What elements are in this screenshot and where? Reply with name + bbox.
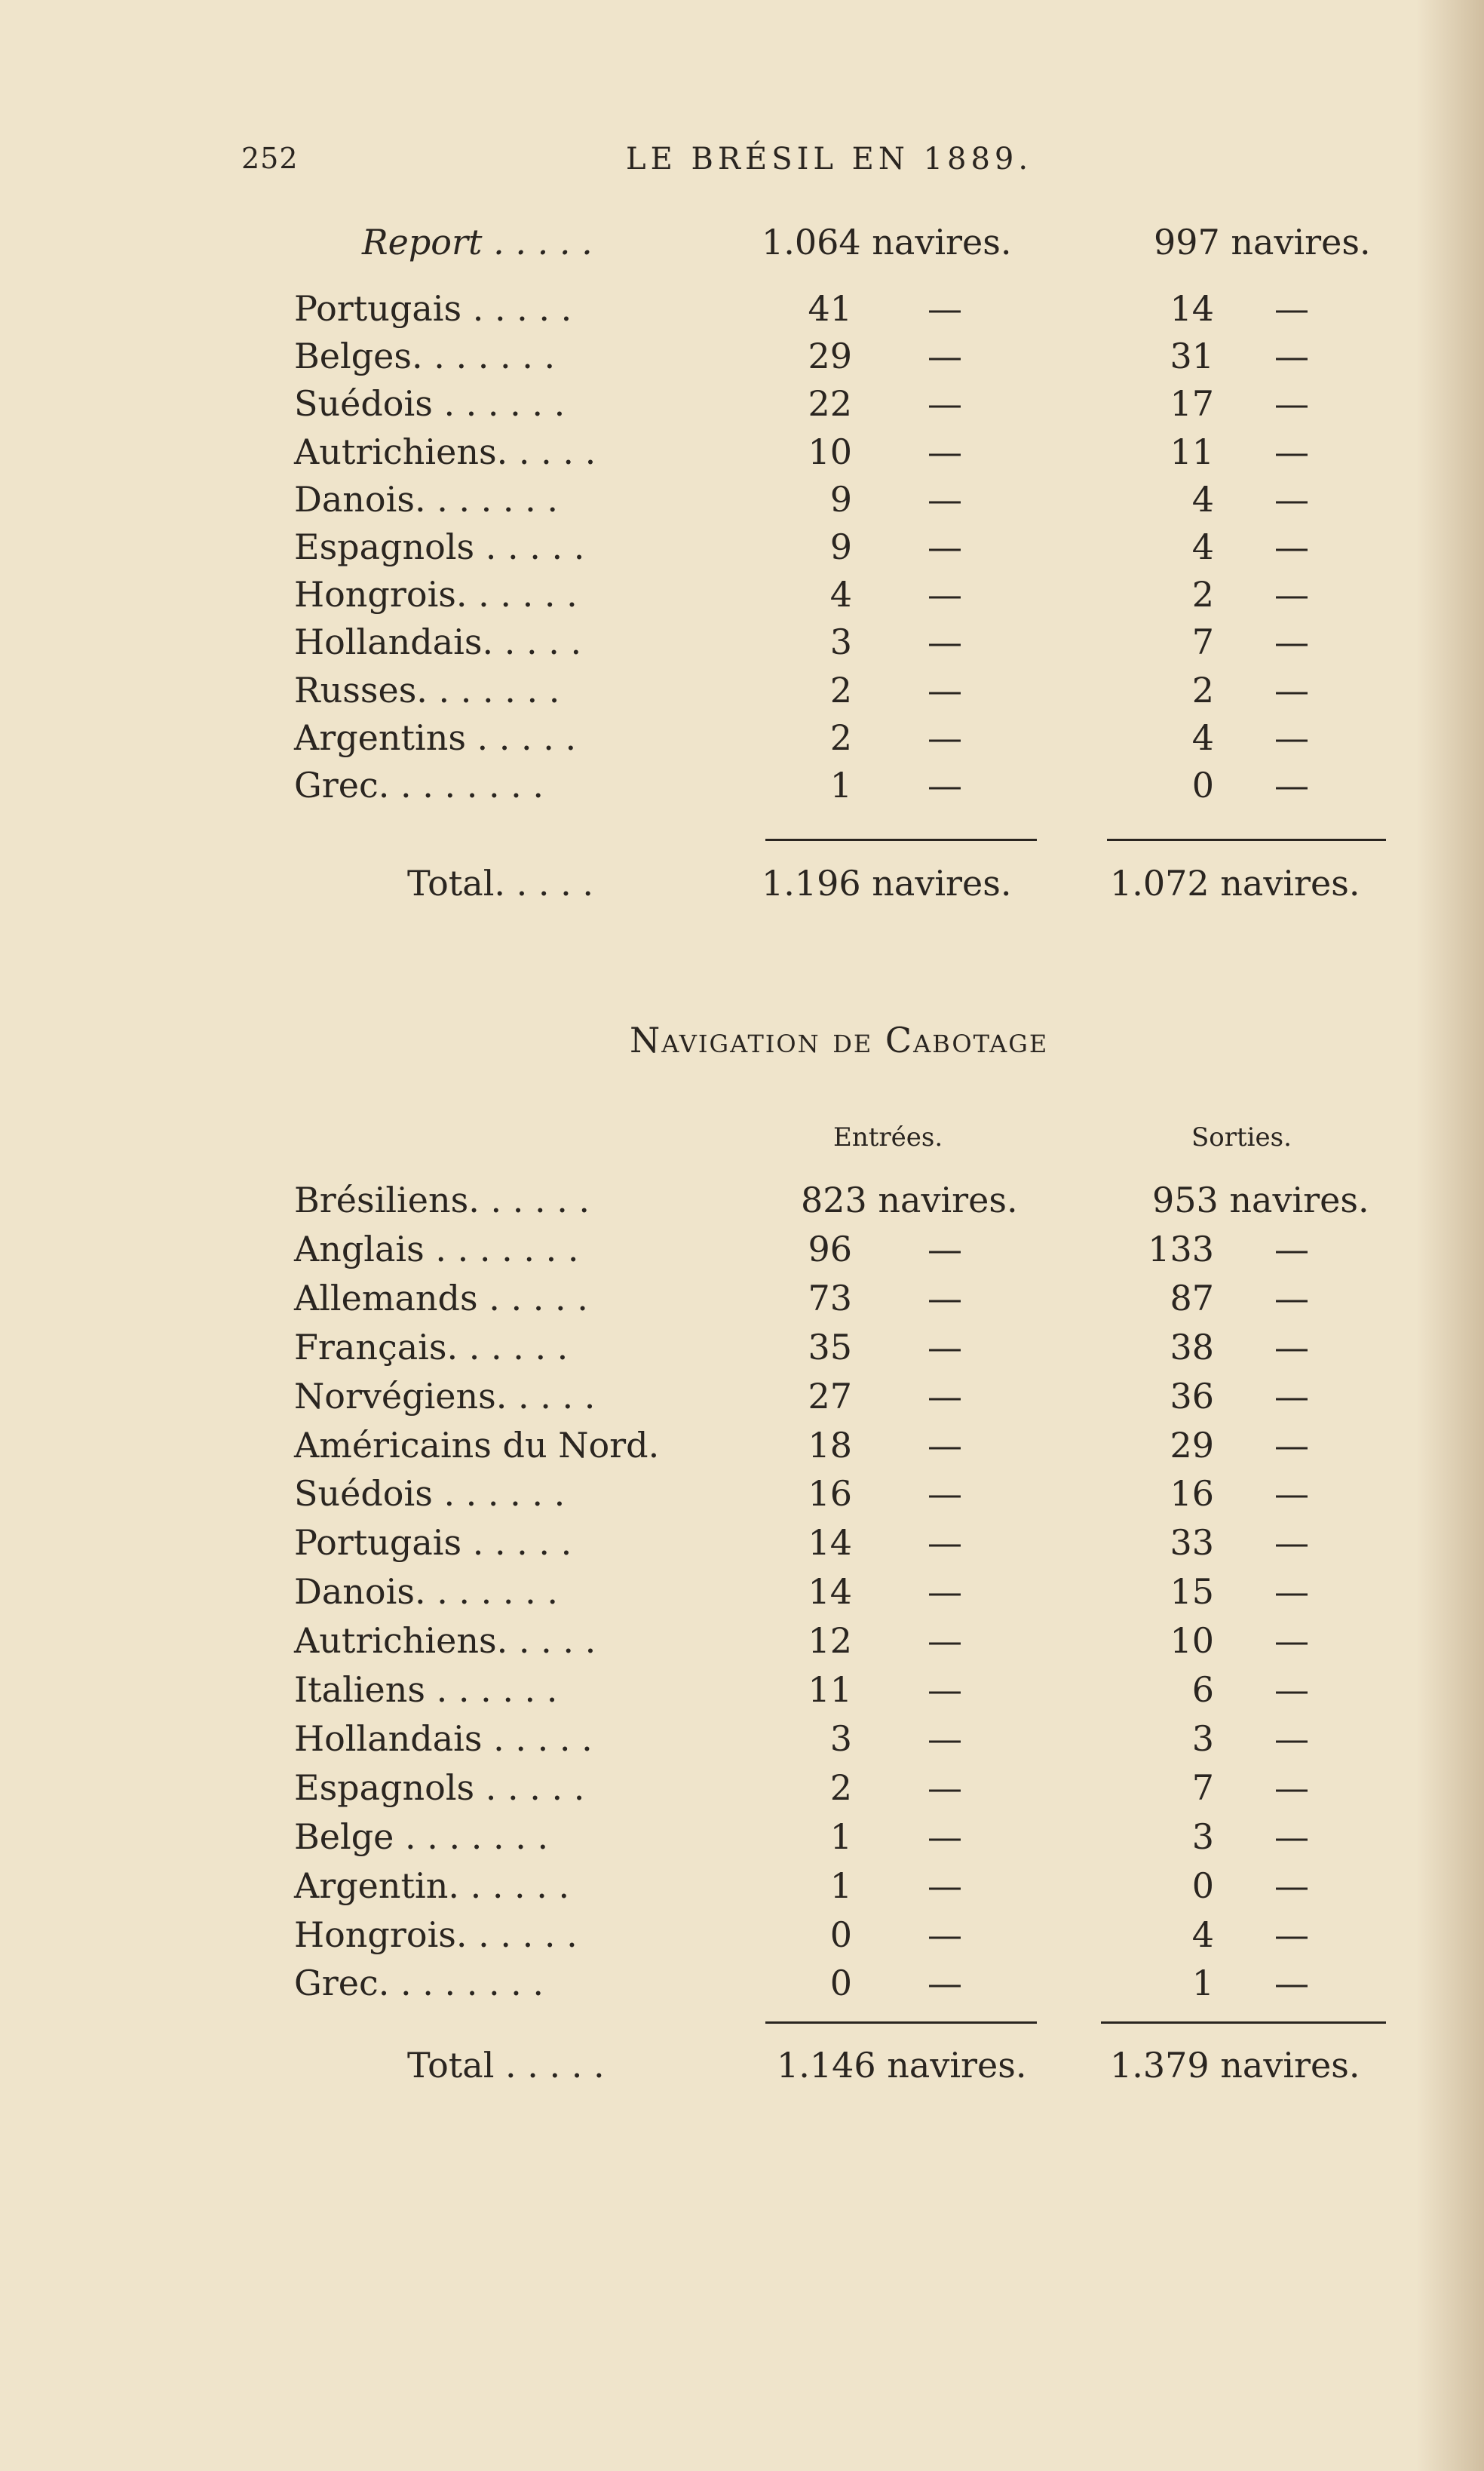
- total-row-1: [294, 860, 1387, 907]
- cabotage-row-value-1: 3: [829, 1717, 852, 1759]
- cabotage-row-dash-1: —: [928, 1571, 962, 1613]
- table1-row-label: Grec. . . . . . . .: [294, 765, 544, 806]
- cabotage-row: [294, 1470, 1387, 1517]
- cabotage-row-value-2: 36: [1170, 1375, 1214, 1417]
- cabotage-row: [294, 1617, 1387, 1664]
- cabotage-row-dash-1: —: [928, 1767, 962, 1808]
- cabotage-row: [294, 1226, 1387, 1272]
- table1-row-dash-1: —: [928, 765, 962, 806]
- table1-row-value-1: 41: [808, 288, 852, 329]
- table1-row-value-1: 9: [829, 526, 852, 567]
- table1-row-value-1: 4: [829, 574, 852, 615]
- total-rule-1b: [1107, 839, 1386, 841]
- total-label-1: Total. . . . .: [407, 863, 594, 904]
- cabotage-row: [294, 1373, 1387, 1420]
- table1-row-value-1: 1: [829, 765, 852, 806]
- cabotage-row-dash-2: —: [1274, 1424, 1309, 1466]
- cabotage-row-value-1: 1: [829, 1865, 852, 1906]
- cabotage-row-dash-2: —: [1274, 1326, 1309, 1367]
- table1-row-dash-1: —: [928, 478, 962, 520]
- table1-row-label: Russes. . . . . . .: [294, 669, 560, 711]
- table1-row-dash-1: —: [928, 431, 962, 472]
- cabotage-row-dash-2: —: [1274, 1963, 1309, 2004]
- table1-row-value-2: 7: [1191, 622, 1214, 663]
- cabotage-row-value-1: 12: [808, 1620, 852, 1662]
- report-row: [294, 219, 1387, 266]
- cabotage-row-value-2: 0: [1191, 1865, 1214, 1906]
- cabotage-row: [294, 1764, 1387, 1811]
- cabotage-row: [294, 1177, 1387, 1223]
- cabotage-row-label: Norvégiens. . . . .: [294, 1375, 596, 1417]
- table1-row-label: Danois. . . . . . .: [294, 478, 559, 520]
- table1-row-value-2: 2: [1191, 574, 1214, 615]
- total-rule-2a: [765, 2021, 1037, 2024]
- cabotage-row-value-2: 3: [1191, 1717, 1214, 1759]
- cabotage-row-dash-1: —: [928, 1375, 962, 1417]
- table1-row-dash-2: —: [1274, 622, 1309, 663]
- cabotage-row-dash-2: —: [1274, 1228, 1309, 1269]
- cabotage-row-value-1: 1: [829, 1816, 852, 1857]
- table1-row-label: Hollandais. . . . .: [294, 622, 582, 663]
- table1-row-dash-2: —: [1274, 288, 1309, 329]
- running-title: LE BRÉSIL EN 1889.: [626, 142, 1033, 176]
- table1-row-value-1: 3: [829, 622, 852, 663]
- table1-row-value-2: 4: [1191, 717, 1214, 758]
- cabotage-row: [294, 1715, 1387, 1762]
- table1-row-dash-2: —: [1274, 383, 1309, 425]
- cabotage-row-dash-1: —: [928, 1620, 962, 1662]
- cabotage-row-label: Américains du Nord.: [294, 1424, 660, 1466]
- table1-row: [294, 285, 1387, 332]
- cabotage-row-label: Portugais . . . . .: [294, 1522, 572, 1564]
- table1-row-value-2: 2: [1191, 669, 1214, 711]
- column-header-entrees: Entrées.: [833, 1122, 943, 1153]
- table1-row: [294, 571, 1387, 618]
- table1-row-dash-1: —: [928, 288, 962, 329]
- cabotage-row-dash-2: —: [1274, 1620, 1309, 1662]
- total-row-2: [294, 2042, 1387, 2089]
- cabotage-row-dash-2: —: [1274, 1717, 1309, 1759]
- table1-row-dash-1: —: [928, 383, 962, 425]
- table1-row-value-1: 29: [808, 336, 852, 377]
- total-rule-2b: [1101, 2021, 1386, 2024]
- cabotage-row: [294, 1666, 1387, 1713]
- total-value-2b: 1.379 navires.: [1110, 2045, 1360, 2086]
- table1-row-value-1: 9: [829, 478, 852, 520]
- table1-row-dash-1: —: [928, 622, 962, 663]
- cabotage-row: [294, 1568, 1387, 1615]
- table1-row-value-2: 0: [1191, 765, 1214, 806]
- cabotage-row-value-1: 73: [808, 1277, 852, 1318]
- cabotage-row-label: Espagnols . . . . .: [294, 1767, 585, 1808]
- cabotage-row-dash-1: —: [928, 1522, 962, 1564]
- cabotage-row-label: Italiens . . . . . .: [294, 1669, 558, 1710]
- table1-row-value-1: 2: [829, 717, 852, 758]
- report-label: Report . . . . .: [362, 222, 593, 262]
- cabotage-row-label: Belge . . . . . . .: [294, 1816, 549, 1857]
- table1-row-value-2: 4: [1191, 478, 1214, 520]
- cabotage-row-label: Argentin. . . . . .: [294, 1865, 570, 1906]
- cabotage-row-value-2: 10: [1170, 1620, 1214, 1662]
- table1-row: [294, 667, 1387, 714]
- table1-row-label: Belges. . . . . . .: [294, 336, 556, 377]
- column-header-sorties: Sorties.: [1191, 1122, 1292, 1153]
- table1-row-dash-2: —: [1274, 574, 1309, 615]
- table1-row-value-1: 2: [829, 669, 852, 711]
- total-value-2a: 1.146 navires.: [777, 2045, 1027, 2086]
- cabotage-row-dash-1: —: [928, 1424, 962, 1466]
- table1-row-value-2: 11: [1170, 431, 1214, 472]
- cabotage-row-value-1: 96: [808, 1228, 852, 1269]
- table1-row-label: Hongrois. . . . . .: [294, 574, 578, 615]
- cabotage-row-dash-1: —: [928, 1669, 962, 1710]
- total-label-2: Total . . . . .: [407, 2045, 605, 2086]
- cabotage-row-dash-1: —: [928, 1473, 962, 1515]
- cabotage-row-label: Hollandais . . . . .: [294, 1717, 593, 1759]
- cabotage-row: [294, 1813, 1387, 1860]
- cabotage-row-value-1: 27: [808, 1375, 852, 1417]
- cabotage-row-label: Hongrois. . . . . .: [294, 1914, 578, 1955]
- cabotage-row-value-2: 16: [1170, 1473, 1214, 1515]
- cabotage-row-dash-1: —: [928, 1816, 962, 1857]
- cabotage-row-value-2: 38: [1170, 1326, 1214, 1367]
- cabotage-row-value-2: 1: [1191, 1963, 1214, 2004]
- report-value-1: 1.064 navires.: [762, 222, 1012, 262]
- cabotage-row: [294, 1324, 1387, 1371]
- cabotage-row-dash-1: —: [928, 1277, 962, 1318]
- table1-row-dash-2: —: [1274, 526, 1309, 567]
- cabotage-row-value-2: 7: [1191, 1767, 1214, 1808]
- table1-row-dash-1: —: [928, 717, 962, 758]
- cabotage-row-value-2: 133: [1148, 1228, 1214, 1269]
- table1-row-dash-2: —: [1274, 669, 1309, 711]
- cabotage-row-value-1: 2: [829, 1767, 852, 1808]
- table1-row-label: Autrichiens. . . . .: [294, 431, 596, 472]
- table1-row-dash-2: —: [1274, 431, 1309, 472]
- cabotage-row-value-1: 0: [829, 1914, 852, 1955]
- cabotage-row: [294, 1519, 1387, 1566]
- table1-row-value-2: 4: [1191, 526, 1214, 567]
- total-rule-1a: [765, 839, 1037, 841]
- table1-row-value-2: 14: [1170, 288, 1214, 329]
- cabotage-row-dash-1: —: [928, 1326, 962, 1367]
- cabotage-row-value-1: 11: [808, 1669, 852, 1710]
- cabotage-row-value-2: 3: [1191, 1816, 1214, 1857]
- table1-row-value-1: 10: [808, 431, 852, 472]
- table1-row-dash-1: —: [928, 669, 962, 711]
- table1-row-dash-2: —: [1274, 717, 1309, 758]
- table1-row-label: Suédois . . . . . .: [294, 383, 566, 425]
- total-value-1a: 1.196 navires.: [762, 863, 1012, 904]
- cabotage-row: [294, 1422, 1387, 1469]
- cabotage-row-dash-1: —: [928, 1865, 962, 1906]
- cabotage-row-label: Autrichiens. . . . .: [294, 1620, 596, 1662]
- table1-row-label: Argentins . . . . .: [294, 717, 577, 758]
- cabotage-row-label: Danois. . . . . . .: [294, 1571, 559, 1613]
- cabotage-row: [294, 1911, 1387, 1958]
- cabotage-row-dash-2: —: [1274, 1767, 1309, 1808]
- cabotage-row-dash-2: —: [1274, 1277, 1309, 1318]
- table1-row-value-2: 17: [1170, 383, 1214, 425]
- cabotage-row-dash-2: —: [1274, 1669, 1309, 1710]
- cabotage-row-dash-1: —: [928, 1717, 962, 1759]
- report-value-2: 997 navires.: [1154, 222, 1371, 262]
- cabotage-row-value-2: 33: [1170, 1522, 1214, 1564]
- cabotage-row-label: Français. . . . . .: [294, 1326, 569, 1367]
- cabotage-row-value-1: 823 navires.: [801, 1180, 1018, 1220]
- table1-row: [294, 476, 1387, 523]
- cabotage-row-value-2: 6: [1191, 1669, 1214, 1710]
- cabotage-row-label: Allemands . . . . .: [294, 1277, 588, 1318]
- cabotage-row-dash-2: —: [1274, 1914, 1309, 1955]
- table1-row: [294, 428, 1387, 475]
- cabotage-row: [294, 1275, 1387, 1321]
- cabotage-row-dash-1: —: [928, 1914, 962, 1955]
- table1-row: [294, 523, 1387, 570]
- table1-row-dash-1: —: [928, 336, 962, 377]
- table1-row-dash-1: —: [928, 526, 962, 567]
- cabotage-row-dash-2: —: [1274, 1571, 1309, 1613]
- cabotage-row-dash-2: —: [1274, 1473, 1309, 1515]
- table1-row: [294, 380, 1387, 427]
- cabotage-row-label: Anglais . . . . . . .: [294, 1228, 579, 1269]
- cabotage-row: [294, 1862, 1387, 1909]
- cabotage-row-value-2: 29: [1170, 1424, 1214, 1466]
- page-header: [241, 142, 1056, 187]
- cabotage-row-value-1: 35: [808, 1326, 852, 1367]
- table1-row-dash-1: —: [928, 574, 962, 615]
- cabotage-row-dash-1: —: [928, 1228, 962, 1269]
- table1-row: [294, 619, 1387, 665]
- table1-row: [294, 714, 1387, 761]
- section-title: Navigation de Cabotage: [630, 1020, 1049, 1061]
- table1-row-value-1: 22: [808, 383, 852, 425]
- cabotage-row-dash-2: —: [1274, 1522, 1309, 1564]
- cabotage-row-value-1: 18: [808, 1424, 852, 1466]
- cabotage-row-value-1: 0: [829, 1963, 852, 2004]
- page-number: 252: [241, 142, 299, 175]
- table1-row-dash-2: —: [1274, 336, 1309, 377]
- cabotage-row-value-1: 14: [808, 1522, 852, 1564]
- cabotage-row-dash-1: —: [928, 1963, 962, 2004]
- cabotage-row-value-2: 15: [1170, 1571, 1214, 1613]
- cabotage-row-value-1: 16: [808, 1473, 852, 1515]
- cabotage-row-value-2: 4: [1191, 1914, 1214, 1955]
- cabotage-row-dash-2: —: [1274, 1816, 1309, 1857]
- cabotage-row-label: Brésiliens. . . . . .: [294, 1180, 590, 1220]
- cabotage-row-value-2: 953 navires.: [1152, 1180, 1369, 1220]
- cabotage-row-dash-2: —: [1274, 1865, 1309, 1906]
- cabotage-row-label: Grec. . . . . . . .: [294, 1963, 544, 2004]
- table1-row: [294, 762, 1387, 809]
- table1-row-value-2: 31: [1170, 336, 1214, 377]
- cabotage-row-value-1: 14: [808, 1571, 852, 1613]
- table1-row-dash-2: —: [1274, 765, 1309, 806]
- cabotage-row-label: Suédois . . . . . .: [294, 1473, 566, 1515]
- page-edge-shadow: [1416, 0, 1484, 2471]
- table1-row-label: Espagnols . . . . .: [294, 526, 585, 567]
- table1-row-label: Portugais . . . . .: [294, 288, 572, 329]
- table1-row-dash-2: —: [1274, 478, 1309, 520]
- cabotage-row-dash-2: —: [1274, 1375, 1309, 1417]
- cabotage-row-value-2: 87: [1170, 1277, 1214, 1318]
- table1-row: [294, 333, 1387, 379]
- total-value-1b: 1.072 navires.: [1110, 863, 1360, 904]
- cabotage-row: [294, 1960, 1387, 2006]
